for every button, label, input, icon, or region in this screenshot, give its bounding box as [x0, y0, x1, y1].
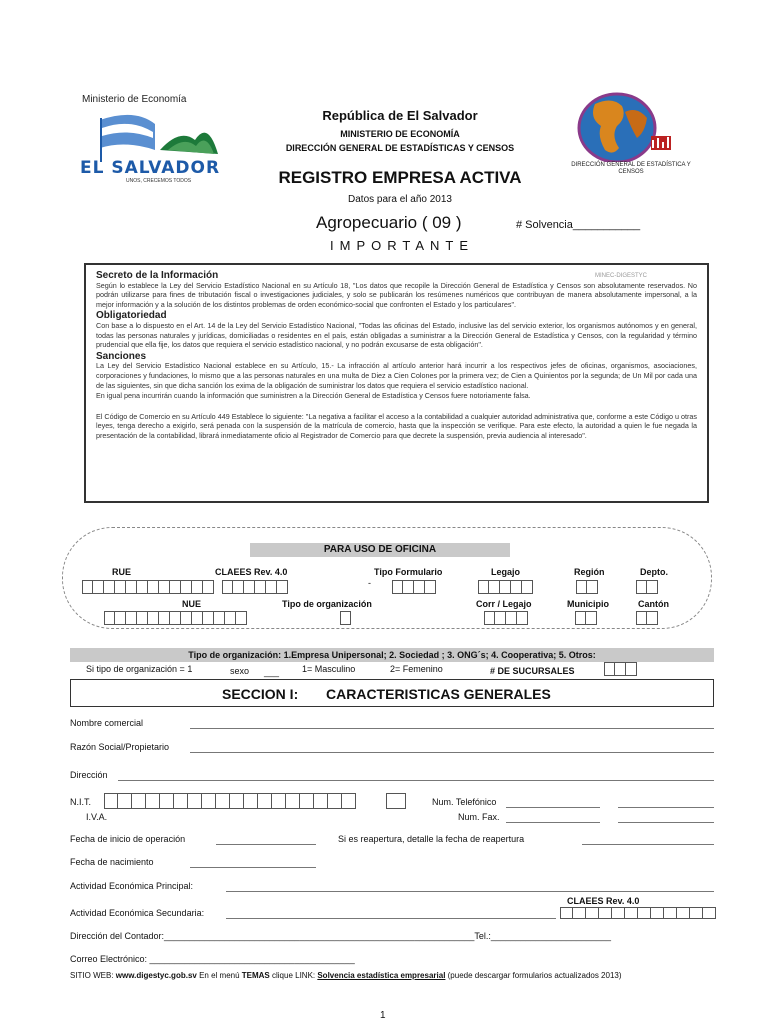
solvency-label: # Solvencia___________ — [516, 219, 641, 231]
commerce-code-text: El Código de Comercio en su Artículo 449 Establece lo siguiente: "La negativa a facilitar el acceso a la contabilidad a cualquier autoridad administrativa que, conforme a este Código u otras leyes, tenga derecho a exigirlo, será penada con la suspensión de la matrícula de comercio, hasta que la inspección se verifique. Para este efecto, la autoridad a quien le fue negada la presentación de la contabilidad, librará inmediatamente oficio al Registrador de Comercio para que decrete la suspensión, previa audiencia al interesado". — [96, 411, 697, 440]
form-title: REGISTRO EMPRESA ACTIVA — [278, 168, 522, 187]
depto-label: Depto. — [640, 567, 668, 577]
solvency-link[interactable]: Solvencia estadística empresarial — [317, 971, 446, 980]
accountant-address-field[interactable]: Dirección del Contador:______________________________________________________________Tel.:________________________ — [70, 931, 612, 941]
phone-input[interactable] — [506, 807, 600, 808]
municipio-label: Municipio — [567, 599, 609, 609]
sex-label: sexo — [230, 666, 250, 676]
page-number: 1 — [380, 1010, 386, 1021]
secondary-activity-label: Actividad Económica Secundaria: — [70, 908, 205, 918]
section-title: CARACTERISTICAS GENERALES — [326, 686, 551, 702]
section-number: SECCION I: — [222, 686, 299, 702]
nue-cells[interactable] — [104, 611, 247, 625]
claees-activity-cells[interactable] — [560, 907, 716, 919]
office-use-title: PARA USO DE OFICINA — [250, 543, 510, 557]
fax-input-2[interactable] — [618, 822, 714, 823]
claees-rev-label: CLAEES Rev. 4.0 — [567, 896, 640, 906]
address-input[interactable] — [118, 780, 714, 781]
legajo-label: Legajo — [491, 567, 521, 577]
ministry-logo-text: Ministerio de Economía — [82, 94, 187, 105]
main-activity-label: Actividad Económica Principal: — [70, 881, 194, 891]
sanctions-title: Sanciones — [96, 350, 147, 362]
iva-label: I.V.A. — [86, 812, 108, 822]
org-type-label: Tipo de organización — [282, 599, 372, 609]
year-line: Datos para el año 2013 — [348, 194, 452, 205]
secret-text: Según lo establece la Ley del Servicio Estadístico Nacional en su Artículo 18, "Los datos que recopile la Dirección General de Estadística y Censos son absolutamente reservados. No podrán utilizarse para fines de tributación fiscal o investigaciones judiciales, y solo se publicarán los resúmenes numéricos que contribuyan de manera absolutamente impersonal, a la mejor información y a la solución de los distintos problemas de orden económico-social que confronten el Estado y los particulares". — [96, 280, 697, 309]
sector-label: Agropecuario ( 09 ) — [316, 213, 462, 232]
website-label: SITIO WEB: — [70, 971, 116, 980]
male-option: 1= Masculino — [302, 664, 356, 674]
birth-date-input[interactable] — [190, 867, 316, 868]
form-type-label: Tipo Formulario — [374, 567, 443, 577]
legajo-cells[interactable] — [478, 580, 533, 594]
sanctions-text-2: En igual pena incurrirán cuando la información que suministren a la Dirección General de Estadística y Censos fuere notoriamente falsa. — [96, 391, 531, 401]
sanctions-text: La Ley del Servicio Estadístico Nacional establece en su Artículo, 15.- La infracción al artículo anterior hará incurrir a los respectivos jefes de oficinas, organismos, asociaciones, corporaciones y fundaciones, lo mismo que a las personas naturales en una multa de Diez a Cien Colones por la primera vez; de Cien a Quinientos por la segunda; de Un Mil por cada una de las siguientes, sin que dicha sanción los exima de la obligación de suministrar los datos que requiera el servicio estadístico nacional. — [96, 361, 697, 390]
org-type-condition: Si tipo de organización = 1 — [86, 664, 193, 674]
ministry-logo — [78, 92, 223, 184]
rue-label: RUE — [112, 567, 132, 577]
temas-text: TEMAS — [241, 971, 270, 980]
form-type-cells[interactable] — [392, 580, 436, 594]
footer-note — [70, 971, 622, 980]
start-date-input[interactable] — [216, 844, 316, 845]
claees-cells[interactable] — [222, 580, 288, 594]
country-logo-slogan: UNOS, CRECEMOS TODOS — [126, 178, 192, 184]
reopening-label: Si es reapertura, detalle la fecha de reapertura — [338, 834, 525, 844]
canton-label: Cantón — [638, 599, 669, 609]
divider — [70, 706, 714, 707]
phone-input-2[interactable] — [618, 807, 714, 808]
municipio-cells[interactable] — [575, 611, 597, 625]
secondary-activity-input[interactable] — [226, 918, 556, 919]
address-label: Dirección — [70, 770, 108, 780]
branches-cells[interactable] — [604, 662, 637, 676]
org-types-bar: Tipo de organización: 1.Empresa Unipersonal; 2. Sociedad ; 3. ONG´s; 4. Cooperativa; 5. Otros: — [70, 648, 714, 662]
website-link[interactable]: www.digestyc.gob.sv — [115, 971, 197, 980]
download-note: (puede descargar formularios actualizados 2013) — [445, 971, 622, 980]
menu-text: En el menú — [196, 971, 242, 980]
fax-label: Num. Fax. — [458, 812, 500, 822]
corr-legajo-cells[interactable] — [484, 611, 528, 625]
direction-heading: DIRECCIÓN GENERAL DE ESTADÍSTICAS Y CENSOS — [285, 143, 515, 153]
obligation-text: Con base a lo dispuesto en el Art. 14 de la Ley del Servicio Estadístico Nacional, "Todas las oficinas del Estado, inclusive las del servicio exterior, los organismos autónomos y en general, todas las personas naturales y jurídicas, domiciliadas o residentes en el país, están obligadas a suministrar a la Dirección General de Estadística y Censos, con la regularidad y término prudencial que ella fije, los datos que requiera el servicio estadístico nacional, y no podrán excusarse de esta obligación". — [96, 320, 697, 350]
nit-cells[interactable] — [104, 793, 356, 809]
ministry-heading: MINISTERIO DE ECONOMÍA — [340, 129, 460, 139]
dash-separator: - — [368, 578, 371, 588]
main-activity-input[interactable] — [226, 891, 714, 892]
flag-emblem-icon — [80, 110, 220, 162]
important-box — [84, 263, 709, 503]
important-heading: IMPORTANTE — [330, 238, 475, 253]
obligation-title: Obligatoriedad — [96, 310, 167, 322]
depto-cells[interactable] — [636, 580, 658, 594]
iva-check-cell[interactable] — [386, 793, 406, 809]
business-name-input[interactable] — [190, 752, 714, 753]
republic-heading: República de El Salvador — [322, 108, 478, 123]
watermark-text: MINEC-DIGESTYC — [594, 273, 647, 279]
nit-label: N.I.T. — [70, 797, 92, 807]
branches-label: # DE SUCURSALES — [490, 666, 575, 676]
sex-input[interactable]: ___ — [264, 667, 280, 677]
reopening-input[interactable] — [582, 844, 714, 845]
region-label: Región — [574, 567, 605, 577]
secret-title: Secreto de la Información — [96, 270, 219, 281]
country-logo-text: EL SALVADOR — [80, 158, 221, 178]
rue-cells[interactable] — [82, 580, 214, 594]
digestyc-logo-caption: DIRECCIÓN GENERAL DE ESTADÍSTICA Y CENSOS — [571, 162, 691, 175]
trade-name-input[interactable] — [190, 728, 714, 729]
clique-text: clique LINK: — [269, 971, 318, 980]
region-cells[interactable] — [576, 580, 598, 594]
start-date-label: Fecha de inicio de operación — [70, 834, 186, 844]
business-name-label: Razón Social/Propietario — [70, 742, 170, 752]
claees-label: CLAEES Rev. 4.0 — [215, 567, 288, 577]
female-option: 2= Femenino — [390, 664, 443, 674]
globe-icon — [567, 92, 692, 162]
phone-label: Num. Telefónico — [432, 797, 497, 807]
fax-input[interactable] — [506, 822, 600, 823]
canton-cells[interactable] — [636, 611, 658, 625]
digestyc-logo — [567, 92, 692, 192]
trade-name-label: Nombre comercial — [70, 718, 144, 728]
birth-date-label: Fecha de nacimiento — [70, 857, 154, 867]
org-type-cells[interactable] — [340, 611, 351, 625]
corr-legajo-label: Corr / Legajo — [476, 599, 532, 609]
email-field[interactable]: Correo Electrónico: _________________________________________ — [70, 954, 355, 964]
nue-label: NUE — [182, 599, 202, 609]
